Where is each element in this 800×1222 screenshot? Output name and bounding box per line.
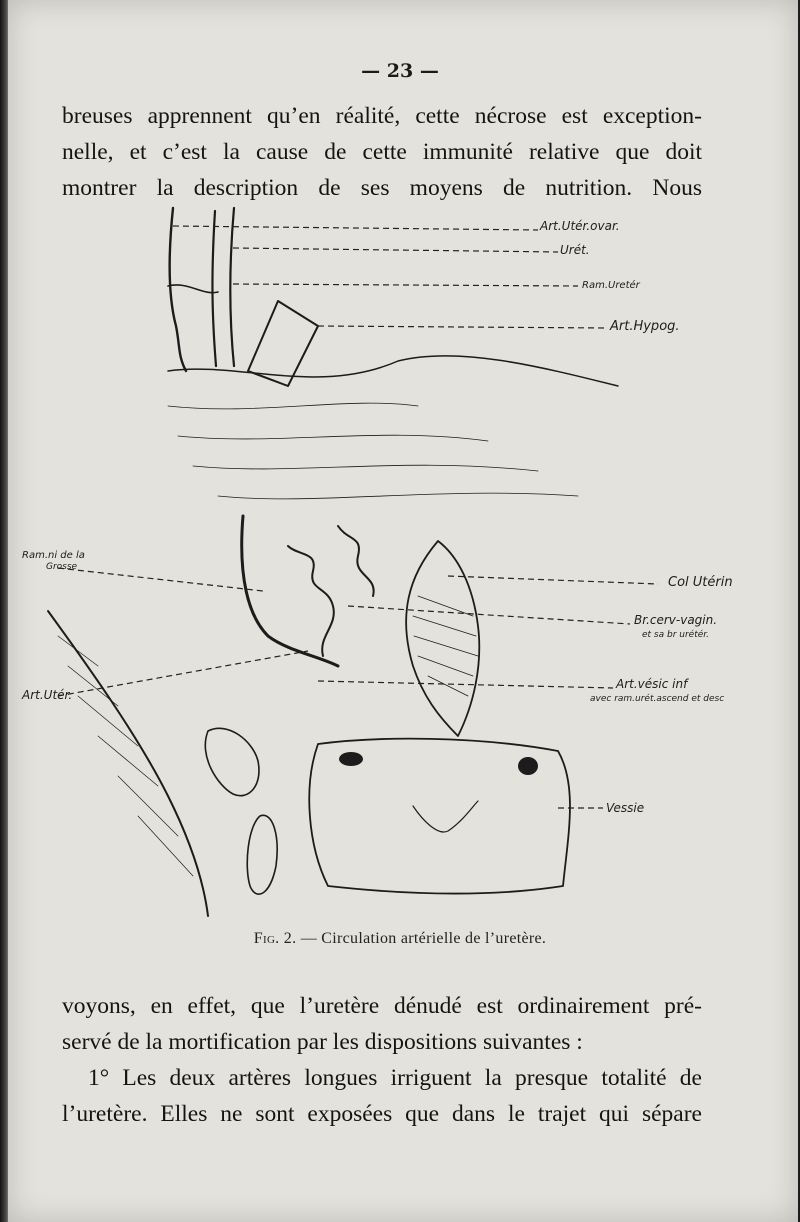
leader-art-vesic-inf <box>318 681 613 688</box>
anatomical-figure <box>18 196 778 926</box>
label-art-vesic-inf-2: avec ram.urét.ascend et desc <box>590 694 725 704</box>
figure-drawing <box>18 196 778 926</box>
ureter-branch-drawing <box>168 285 218 293</box>
leader-art-uter <box>58 651 308 696</box>
bladder-neck-drawing <box>413 801 478 832</box>
label-uret: Urét. <box>560 243 590 257</box>
pelvic-wall-hatching <box>58 636 193 876</box>
leader-art-hypog <box>318 326 608 328</box>
label-ram-ni-grosse: Ram.ni de la <box>22 550 85 561</box>
text-line: nelle, et c’est la cause de cette immunité relative que doit <box>62 139 702 165</box>
ovarian-artery-drawing <box>170 208 186 371</box>
label-art-uter-ovar: Art.Utér.ovar. <box>540 219 620 233</box>
text-line: servé de la mortification par les dispositions suivantes : <box>62 1029 583 1055</box>
label-br-cerv-vagin: Br.cerv-vagin. <box>634 613 718 627</box>
bladder-orifice-right <box>518 757 538 775</box>
leader-art-uter-ovar <box>173 226 538 230</box>
figure-caption <box>0 930 800 948</box>
peritoneal-fold-drawing <box>168 356 618 386</box>
lymph-node-drawing <box>205 728 259 795</box>
figure-title: — Circulation artérielle de l’uretère. <box>300 930 547 947</box>
text-line: voyons, en effet, que l’uretère dénudé est ordinairement pré- <box>62 993 702 1019</box>
label-art-uter: Art.Utér. <box>22 688 73 702</box>
leader-ram-ni-grosse <box>58 568 263 591</box>
ureter-drawing <box>212 211 216 366</box>
label-br-cerv-vagin-2: et sa br urétér. <box>642 630 710 640</box>
top-paragraph <box>62 98 702 206</box>
label-ram-ureter: Ram.Uretér <box>582 280 640 291</box>
peritoneal-hatching <box>168 403 578 499</box>
bottom-paragraph <box>62 988 702 1132</box>
figure-number: Fig. 2. <box>253 930 297 947</box>
label-col-uterin: Col Utérin <box>668 575 733 590</box>
label-art-vesic-inf: Art.vésic inf <box>616 677 688 691</box>
label-vessie: Vessie <box>606 801 645 815</box>
bladder-orifice-left <box>339 752 363 766</box>
text-line: montrer la description de ses moyens de nutrition. Nous <box>62 175 702 201</box>
leader-br-cerv-vagin <box>348 606 630 624</box>
label-art-hypog: Art.Hypog. <box>610 319 680 334</box>
artery-tortuous-branches <box>288 526 374 656</box>
text-line: breuses apprennent qu’en réalité, cette nécrose est exception- <box>62 103 702 129</box>
leader-col-uterin <box>448 576 658 584</box>
text-line: 1° Les deux artères longues irriguent la presque totalité de <box>88 1065 702 1091</box>
page-number: — 23 — <box>361 60 439 82</box>
ureter-drawing-2 <box>230 208 234 366</box>
text-line: l’uretère. Elles ne sont exposées que dans le trajet qui sépare <box>62 1101 702 1127</box>
leader-uret <box>233 248 558 252</box>
leader-ram-ureter <box>233 284 578 286</box>
lymph-node-drawing-2 <box>247 815 277 894</box>
cervix-drawing <box>406 541 479 736</box>
label-ram-ni-grosse-2: Grosse <box>46 562 78 572</box>
pelvic-wall-drawing <box>48 611 208 916</box>
